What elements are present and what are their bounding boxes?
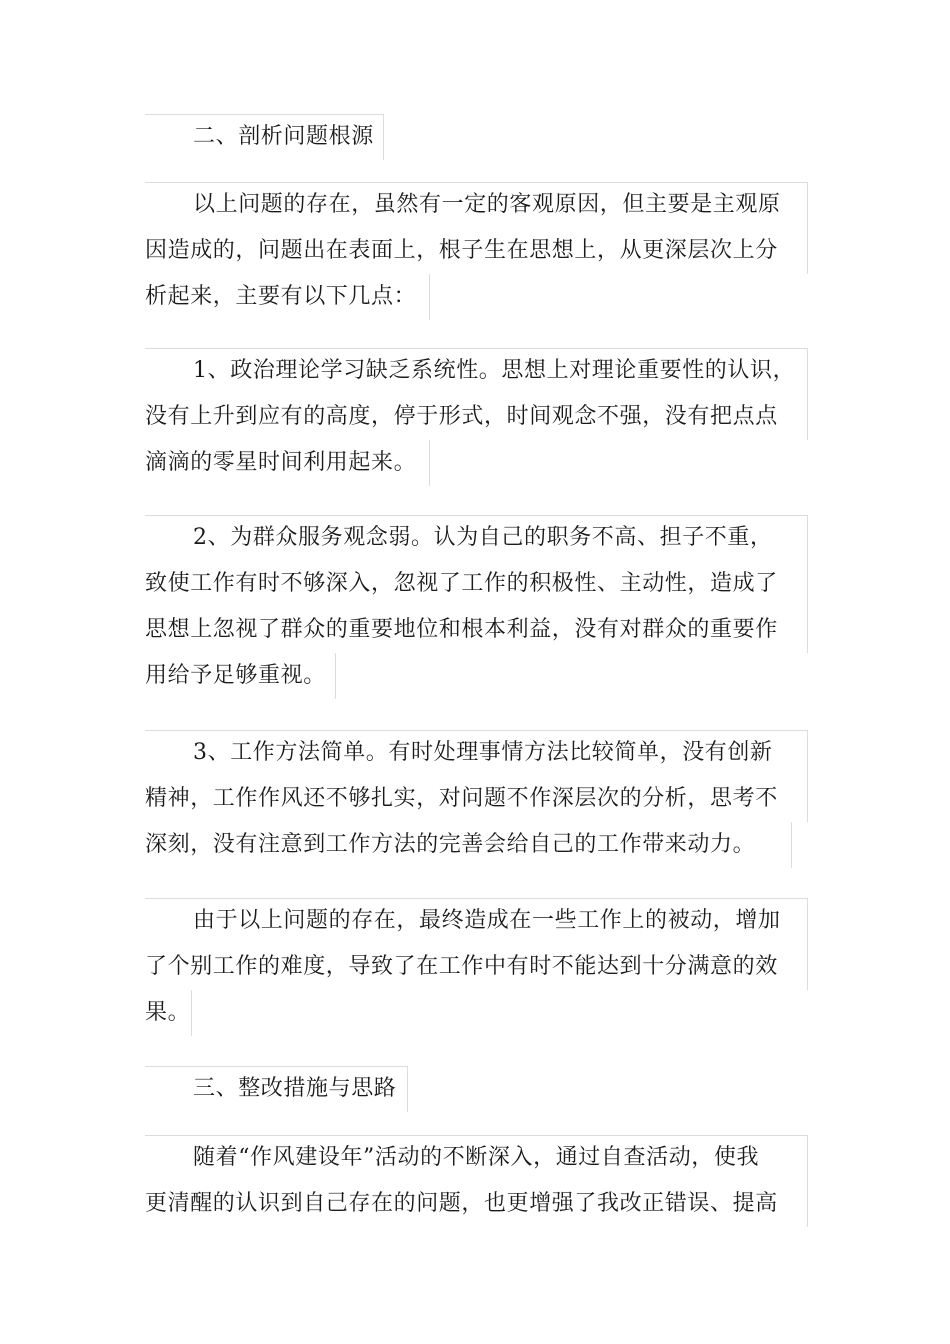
- paragraph-line: [145, 898, 809, 944]
- section-heading-measures: [145, 1066, 809, 1112]
- paragraph-line: [145, 440, 809, 486]
- paragraph-line: [145, 730, 809, 776]
- paragraph-line: [145, 1181, 809, 1227]
- heading-line: [145, 1066, 809, 1112]
- paragraph-consequence: [145, 898, 809, 1036]
- paragraph-text: 没有上升到应有的高度，停于形式，时间观念不强，没有把点点: [145, 404, 778, 429]
- heading-text: 三、整改措施与思路: [193, 1076, 397, 1101]
- paragraph-line: [145, 274, 809, 320]
- paragraph-text: 致使工作有时不够深入，忽视了工作的积极性、主动性，造成了: [145, 571, 778, 596]
- paragraph-line: [145, 348, 809, 394]
- paragraph-text: 随着“作风建设年”活动的不断深入，通过自查活动，使我: [193, 1145, 760, 1170]
- paragraph-text: 更清醒的认识到自己存在的问题，也更增强了我改正错误、提高: [145, 1191, 778, 1216]
- paragraph-line: [145, 515, 809, 561]
- paragraph-text: 1、政治理论学习缺乏系统性。思想上对理论重要性的认识，: [193, 358, 796, 383]
- paragraph-text: 由于以上问题的存在，最终造成在一些工作上的被动，增加: [193, 908, 781, 933]
- paragraph-text: 析起来，主要有以下几点：: [145, 284, 417, 309]
- paragraph-text: 滴滴的零星时间利用起来。: [145, 450, 417, 475]
- paragraph-point-1: [145, 348, 809, 486]
- heading-line: [145, 114, 809, 160]
- heading-text: 二、剖析问题根源: [193, 124, 374, 149]
- paragraph-text: 精神，工作作风还不够扎实，对问题不作深层次的分析，思考不: [145, 786, 778, 811]
- paragraph-causes-intro: [145, 182, 809, 320]
- paragraph-text: 了个别工作的难度，导致了在工作中有时不能达到十分满意的效: [145, 954, 778, 979]
- paragraph-line: [145, 776, 809, 822]
- paragraph-point-2: [145, 515, 809, 699]
- paragraph-line: [145, 653, 809, 699]
- paragraph-measures-intro: [145, 1135, 809, 1227]
- section-heading-analysis: [145, 114, 809, 160]
- paragraph-line: [145, 607, 809, 653]
- paragraph-text: 以上问题的存在，虽然有一定的客观原因，但主要是主观原: [193, 192, 781, 217]
- paragraph-line: [145, 182, 809, 228]
- paragraph-line: [145, 990, 809, 1036]
- paragraph-text: 3、工作方法简单。有时处理事情方法比较简单，没有创新: [193, 740, 773, 765]
- paragraph-text: 果。: [145, 1000, 191, 1025]
- paragraph-line: [145, 1135, 809, 1181]
- paragraph-line: [145, 944, 809, 990]
- paragraph-line: [145, 561, 809, 607]
- paragraph-point-3: [145, 730, 809, 868]
- paragraph-text: 用给予足够重视。: [145, 663, 326, 688]
- paragraph-text: 因造成的，问题出在表面上，根子生在思想上，从更深层次上分: [145, 238, 778, 263]
- paragraph-line: [145, 228, 809, 274]
- paragraph-text: 2、为群众服务观念弱。认为自己的职务不高、担子不重，: [193, 525, 773, 550]
- paragraph-text: 思想上忽视了群众的重要地位和根本利益，没有对群众的重要作: [145, 617, 778, 642]
- paragraph-line: [145, 822, 809, 868]
- paragraph-line: [145, 394, 809, 440]
- paragraph-text: 深刻，没有注意到工作方法的完善会给自己的工作带来动力。: [145, 832, 756, 857]
